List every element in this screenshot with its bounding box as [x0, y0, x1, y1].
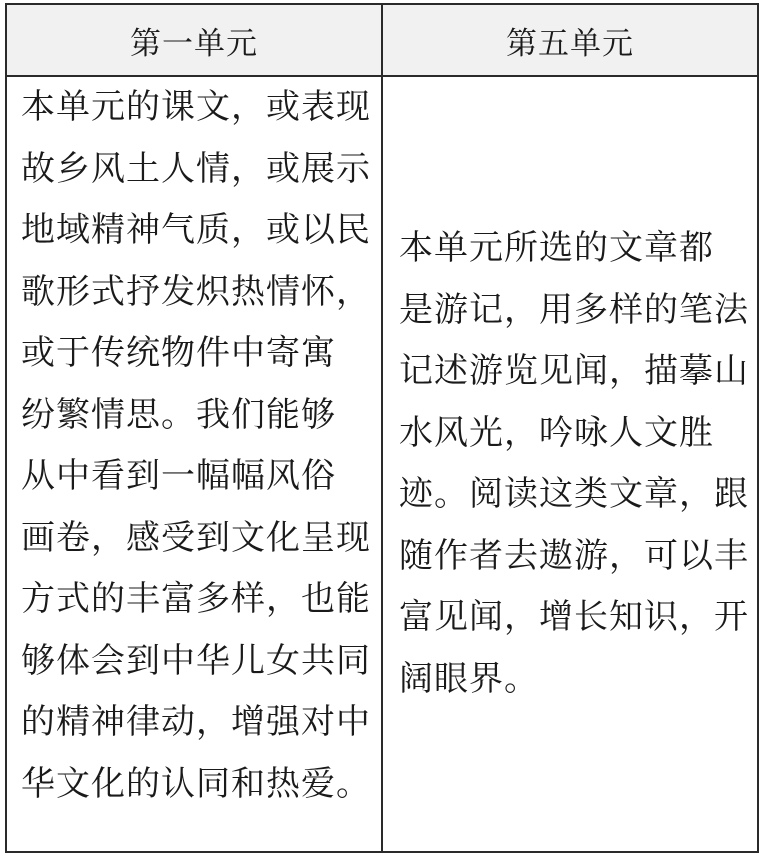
text-line: 是游记，用多样的笔法 — [399, 289, 749, 330]
text-line: 故乡风土人情，或展示 — [21, 148, 371, 189]
text-line: 记述游览见闻，描摹山 — [399, 351, 749, 391]
content-row — [6, 76, 758, 852]
text-line: 迹。阅读这类文章，跟 — [399, 474, 749, 514]
header-row — [6, 4, 758, 76]
unit-5-description — [382, 76, 758, 852]
text-line: 歌形式抒发炽热情怀， — [21, 271, 371, 312]
text-line: 方式的丰富多样，也能 — [21, 579, 371, 619]
text-line: 阔眼界。 — [399, 658, 539, 699]
text-line: 本单元所选的文章都 — [399, 228, 714, 268]
text-line: 或于传统物件中寄寓 — [21, 333, 336, 373]
text-line: 本单元的课文，或表现 — [21, 87, 371, 127]
text-line: 富见闻，增长知识，开 — [399, 597, 749, 637]
header-unit-5: 第五单元 — [382, 4, 758, 76]
header-unit-1: 第一单元 — [6, 4, 382, 76]
unit-comparison-table — [5, 3, 759, 853]
text-line: 的精神律动，增强对中 — [21, 702, 371, 742]
text-line: 华文化的认同和热爱。 — [21, 763, 371, 804]
text-line: 够体会到中华儿女共同 — [21, 640, 371, 681]
text-line: 水风光，吟咏人文胜 — [399, 412, 714, 453]
text-line: 纷繁情思。我们能够 — [21, 394, 336, 435]
text-line: 从中看到一幅幅风俗 — [21, 456, 336, 496]
text-line: 地域精神气质，或以民 — [21, 210, 371, 250]
text-line: 画卷，感受到文化呈现 — [21, 517, 371, 558]
text-line: 随作者去遨游，可以丰 — [399, 535, 749, 576]
unit-1-description — [6, 76, 382, 852]
